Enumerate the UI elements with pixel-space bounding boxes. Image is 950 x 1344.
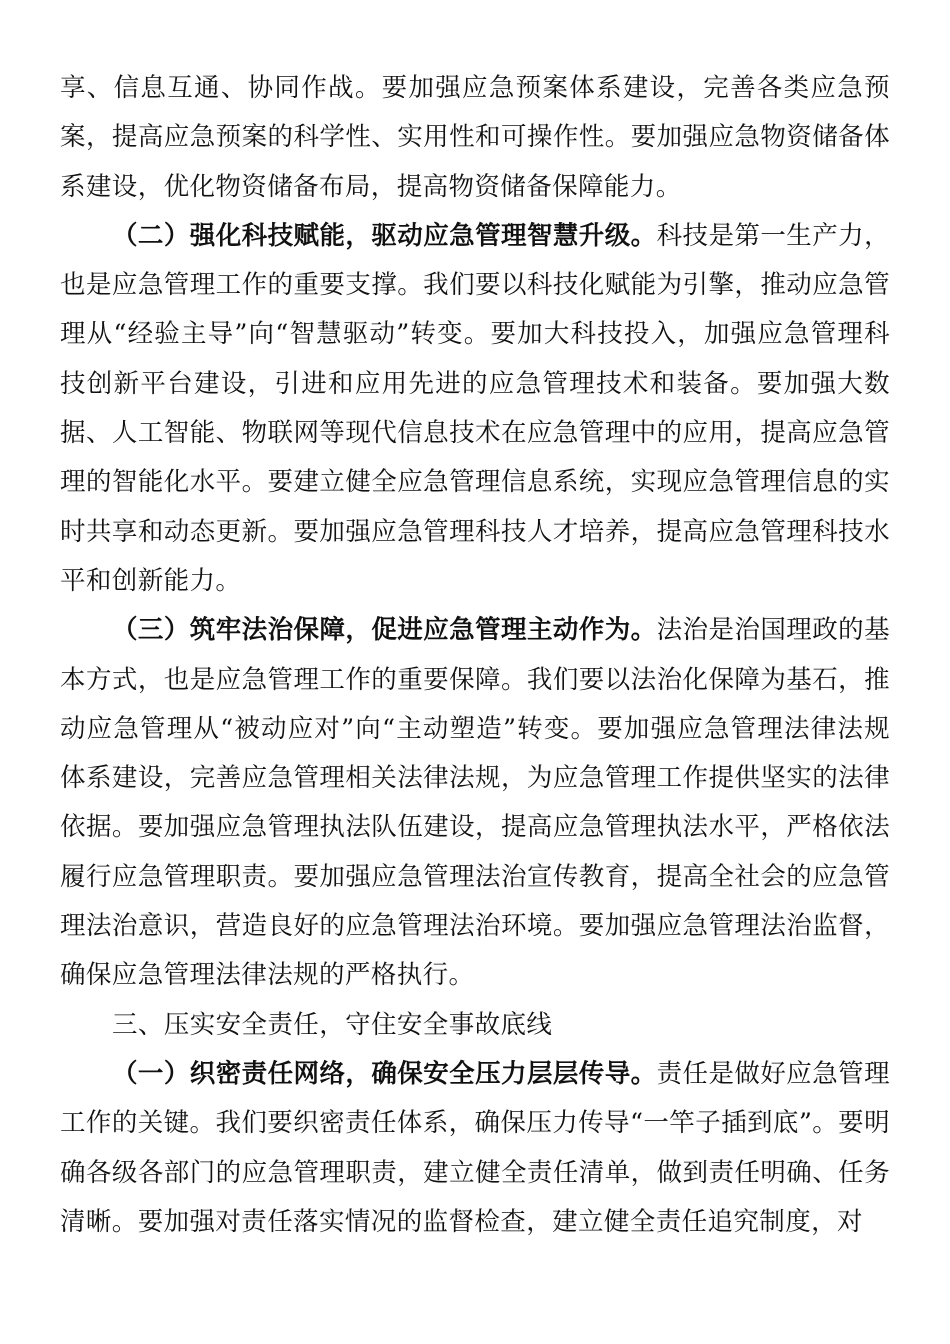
paragraph-lead: （一）织密责任网络，确保安全压力层层传导。 bbox=[112, 1058, 657, 1089]
paragraph-lead: （二）强化科技赋能，驱动应急管理智慧升级。 bbox=[112, 220, 657, 251]
document-page bbox=[60, 64, 890, 1247]
paragraph-body: 科技是第一生产力，也是应急管理工作的重要支撑。我们要以科技化赋能为引擎，推动应急管理从“经验主导”向“智慧驱动”转变。要加大科技投入，加强应急管理科技创新平台建设，引进和应用先进的应急管理技术和装备。要加强大数据、人工智能、物联网等现代信息技术在应急管理中的应用，提高应急管理的智能化水平。要建立健全应急管理信息系统，实现应急管理信息的实时共享和动态更新。要加强应急管理科技人才培养，提高应急管理科技水平和创新能力。 bbox=[60, 220, 890, 596]
paragraph-lead: （三）筑牢法治保障，促进应急管理主动作为。 bbox=[112, 615, 657, 646]
paragraph-body: 责任是做好应急管理工作的关键。我们要织密责任体系，确保压力传导“一竿子插到底”。要明确各级各部门的应急管理职责，建立健全责任清单，做到责任明确、任务清晰。要加强对责任落实情况的监督检查，建立健全责任追究制度，对 bbox=[60, 1058, 890, 1237]
paragraph-responsibility-network bbox=[60, 1050, 890, 1247]
paragraph-body: 享、信息互通、协同作战。要加强应急预案体系建设，完善各类应急预案，提高应急预案的科学性、实用性和可操作性。要加强应急物资储备体系建设，优化物资储备布局，提高物资储备保障能力。 bbox=[60, 73, 890, 202]
paragraph-body: 法治是治国理政的基本方式，也是应急管理工作的重要保障。我们要以法治化保障为基石，推动应急管理从“被动应对”向“主动塑造”转变。要加强应急管理法律法规体系建设，完善应急管理相关法律法规，为应急管理工作提供坚实的法律依据。要加强应急管理执法队伍建设，提高应急管理执法水平，严格依法履行应急管理职责。要加强应急管理法治宣传教育，提高全社会的应急管理法治意识，营造良好的应急管理法治环境。要加强应急管理法治监督，确保应急管理法律法规的严格执行。 bbox=[60, 615, 890, 991]
paragraph-rule-of-law bbox=[60, 606, 890, 1000]
section-heading: 三、压实安全责任，守住安全事故底线 bbox=[112, 1009, 553, 1040]
paragraph-continuation bbox=[60, 64, 890, 212]
paragraph-tech-empowerment bbox=[60, 212, 890, 606]
